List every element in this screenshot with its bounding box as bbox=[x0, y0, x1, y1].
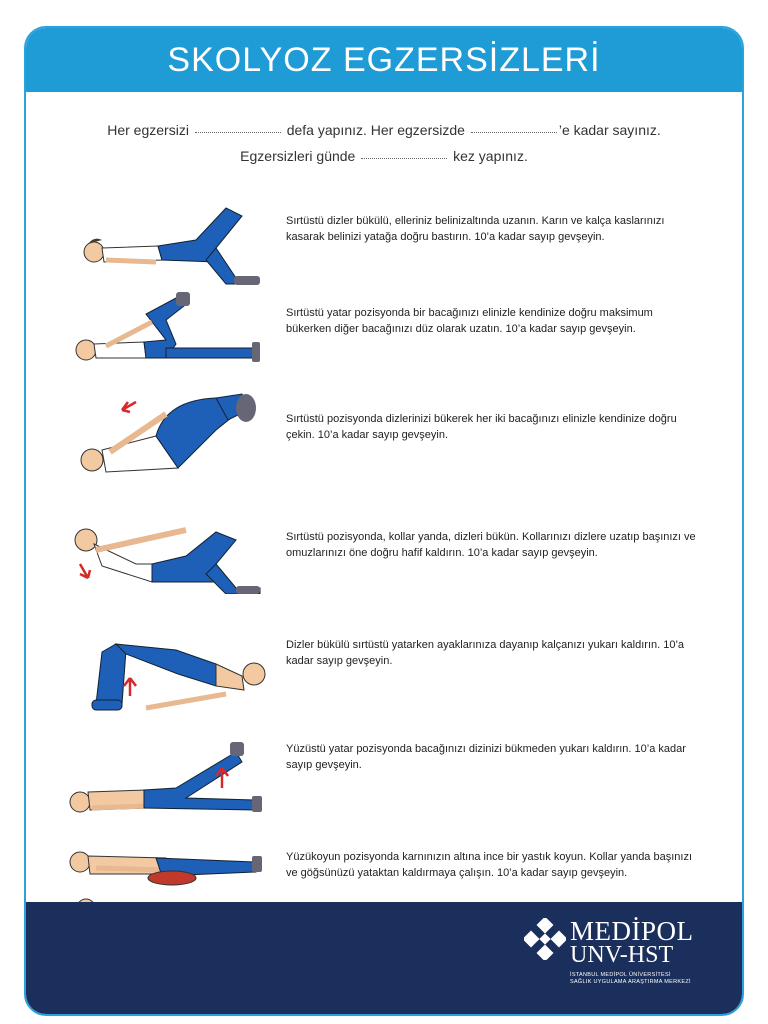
intro-text: Her egzersizi bbox=[107, 122, 189, 138]
single-knee-to-chest-figure-icon bbox=[66, 292, 266, 382]
lying-knees-bent-figure-icon bbox=[66, 200, 266, 290]
logo-subtitle: UNV-HST bbox=[570, 942, 674, 968]
intro-line-1 bbox=[26, 122, 742, 138]
blank-daily bbox=[361, 158, 447, 159]
page-title: SKOLYOZ EGZERSİZLERİ bbox=[167, 41, 601, 79]
intro-text: Egzersizleri günde bbox=[240, 148, 356, 164]
exercise-7-text: Yüzükoyun pozisyonda karnınızın altına ince bir yastık koyun. Kollar yanda başınızı ve göğsünüzü yataktan kaldırmaya çalışın. 10’a kadar sayıp gevşeyin. bbox=[286, 851, 693, 879]
title-banner bbox=[26, 28, 742, 92]
footer-band bbox=[26, 902, 742, 1014]
logo-name: MEDİPOL bbox=[570, 916, 694, 946]
intro-text: kez yapınız. bbox=[453, 148, 528, 164]
logo-institution-line-2: SAĞLIK UYGULAMA ARAŞTIRMA MERKEZİ bbox=[570, 979, 691, 985]
blank-repetitions bbox=[195, 132, 281, 133]
exercise-4-text: Sırtüstü pozisyonda, kollar yanda, dizleri bükün. Kollarınızı dizlere uzatıp başınızı ve omuzlarınızı öne doğru hafif kaldırın. 10’a kadar sayıp gevşeyin. bbox=[286, 531, 696, 559]
intro-line-2 bbox=[26, 148, 742, 164]
intro-text: defa yapınız. Her egzersizde bbox=[286, 122, 465, 138]
partial-crunch-figure-icon bbox=[66, 504, 266, 594]
bridge-figure-icon bbox=[66, 624, 266, 714]
blank-count bbox=[471, 132, 557, 133]
logo-institution bbox=[570, 972, 691, 986]
exercise-6-text: Yüzüstü yatar pozisyonda bacağınızı dizinizi bükmeden yukarı kaldırın. 10’a kadar sayıp gevşeyin. bbox=[286, 743, 686, 771]
exercise-1-text: Sırtüstü dizler bükülü, elleriniz belinizaltında uzanın. Karın ve kalça kaslarınızı kasarak belinizi yatağa doğru bastırın. 10’a kadar sayıp gevşeyin. bbox=[286, 215, 665, 243]
logo-institution-line-1: İSTANBUL MEDİPOL ÜNİVERSİTESİ bbox=[570, 972, 671, 978]
double-knee-to-chest-figure-icon bbox=[66, 390, 266, 480]
exercise-3-text: Sırtüstü pozisyonda dizlerinizi bükerek her iki bacağınızı elinizle kendinize doğru çekin. 10’a kadar sayıp gevşeyin. bbox=[286, 413, 677, 441]
medipol-emblem-icon bbox=[524, 918, 566, 960]
medipol-logo bbox=[524, 916, 694, 996]
exercise-sheet bbox=[24, 26, 744, 1016]
exercise-5-text: Dizler bükülü sırtüstü yatarken ayaklarınıza dayanıp kalçanızı yukarı kaldırın. 10’a kadar sayıp gevşeyin. bbox=[286, 639, 685, 667]
prone-leg-raise-figure-icon bbox=[66, 728, 266, 818]
intro-text: ’e kadar sayınız. bbox=[558, 122, 661, 138]
exercise-2-text: Sırtüstü yatar pozisyonda bir bacağınızı elinizle kendinize doğru maksimum bükerken diğer bacağınızı düz olarak uzatın. 10’a kadar sayıp gevşeyin. bbox=[286, 307, 653, 335]
